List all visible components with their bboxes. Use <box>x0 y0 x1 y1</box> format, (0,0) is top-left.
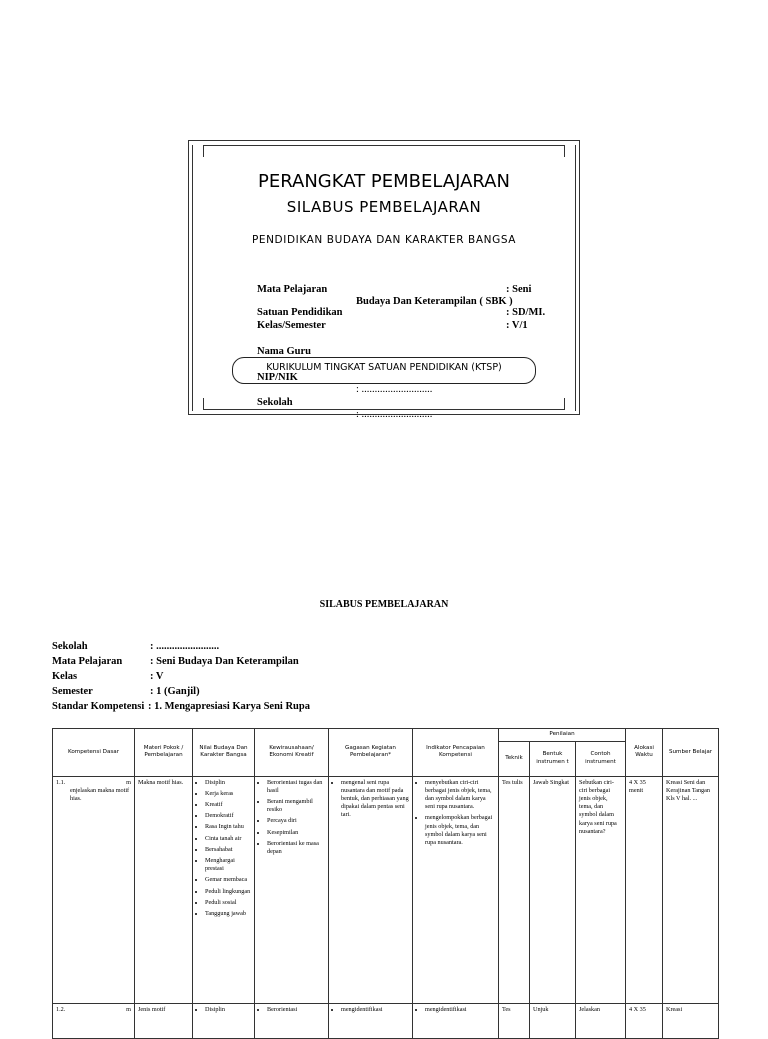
kd-number: 1.1. <box>56 778 66 786</box>
syllabus-title: SILABUS PEMBELAJARAN <box>319 599 449 610</box>
cell-indikator <box>413 1003 499 1038</box>
list-item: • Peduli lingkungan <box>205 888 251 896</box>
guru-label: Nama Guru <box>257 346 311 357</box>
cell-bentuk: Unjuk <box>530 1003 576 1038</box>
list-item: • Bersahabat <box>205 846 251 854</box>
list-item: • mengelompokkan berbagai jenis objek, tema, dan symbol dalam karya seni rupa nusantara. <box>425 814 495 847</box>
list-item: • Disiplin <box>205 779 251 787</box>
cover-program: PENDIDIKAN BUDAYA DAN KARAKTER BANGSA <box>251 234 517 246</box>
list-item: • Gemar membaca <box>205 876 251 884</box>
cell-kd <box>53 1003 135 1038</box>
cell-teknik: Tes tulis <box>499 776 530 1003</box>
frame-tick-bl <box>203 398 204 410</box>
list-item: • Percaya diri <box>267 817 325 825</box>
cell-nilai <box>193 1003 255 1038</box>
meta-sk-label: Standar Kompetensi <box>52 701 145 712</box>
table-row <box>53 1003 719 1038</box>
mapel-value-cont: Budaya Dan Keterampilan ( SBK ) <box>356 296 513 307</box>
list-item: • Peduli sosial <box>205 899 251 907</box>
sekolah-label: Sekolah <box>257 397 293 408</box>
list-item: • Disiplin <box>205 1006 251 1014</box>
frame-line-top <box>203 145 565 146</box>
cell-kegiatan <box>329 1003 413 1038</box>
header-teknik: Teknik <box>499 741 530 776</box>
cover-subtitle: SILABUS PEMBELAJARAN <box>286 198 482 216</box>
cell-materi: Jenis motif <box>135 1003 193 1038</box>
kd-m: m <box>126 778 131 786</box>
list-item: • Kesepimilan <box>267 829 325 837</box>
meta-sk-value: : 1. Mengapresiasi Karya Seni Rupa <box>148 701 310 712</box>
list-item: • Kerja keras <box>205 790 251 798</box>
table-header-row <box>53 729 719 742</box>
header-contoh: Contoh instrument <box>576 741 626 776</box>
frame-tick-tr <box>564 145 565 157</box>
meta-mapel-label: Mata Pelajaran <box>52 656 123 667</box>
cell-teknik: Tes <box>499 1003 530 1038</box>
curriculum-text: KURIKULUM TINGKAT SATUAN PENDIDIKAN (KTSP) <box>266 362 502 373</box>
cell-kd <box>53 776 135 1003</box>
meta-semester-value: : 1 (Ganjil) <box>150 686 200 697</box>
cell-materi: Makna motif hias. <box>135 776 193 1003</box>
list-item: • Berorientasi <box>267 1006 325 1014</box>
sekolah-value: : ........................... <box>356 409 433 420</box>
cell-contoh: Jelaskan <box>576 1003 626 1038</box>
cell-alokasi: 4 X 35 menit <box>626 776 663 1003</box>
header-nilai: Nilai Budaya Dan Karakter Bangsa <box>193 729 255 777</box>
meta-semester-label: Semester <box>52 686 93 697</box>
cell-kewirausahaan <box>255 776 329 1003</box>
header-kd: Kompetensi Dasar <box>53 729 135 777</box>
list-item: • Kreatif <box>205 801 251 809</box>
mapel-label: Mata Pelajaran <box>257 284 328 295</box>
cell-alokasi: 4 X 35 <box>626 1003 663 1038</box>
header-kewirausahaan: Kewirausahaan/ Ekonomi Kreatif <box>255 729 329 777</box>
header-alokasi: Alokasi Waktu <box>626 729 663 777</box>
header-kegiatan: Gagasan Kegiatan Pembelajaran* <box>329 729 413 777</box>
list-item: • Cinta tanah air <box>205 835 251 843</box>
nip-value: : ........................... <box>356 384 433 395</box>
list-item: • mengenal seni rupa nusantara dan motif pada bentuk, dan perhiasan yang dipakai dalam pentas seni tari. <box>341 779 409 820</box>
mapel-value: : Seni <box>506 284 532 295</box>
kelas-value: : V/1 <box>506 320 528 331</box>
syllabus-table <box>52 728 719 1039</box>
cell-nilai <box>193 776 255 1003</box>
header-sumber: Sumber Belajar <box>663 729 719 777</box>
list-item: • mengidentifikasi <box>341 1006 409 1014</box>
meta-kelas-value: : V <box>150 671 164 682</box>
table-row <box>53 776 719 1003</box>
nip-label: NIP/NIK <box>257 372 298 383</box>
cell-indikator <box>413 776 499 1003</box>
list-item: • Berorientasi tugas dan hasil <box>267 779 325 795</box>
list-item: • mengidentifikasi <box>425 1006 495 1014</box>
cell-contoh: Sebutkan ciri-ciri berbagai jenis objek, tema, dan symbol dalam karya seni rupa nusantara? <box>576 776 626 1003</box>
cell-bentuk: Jawab Singkat <box>530 776 576 1003</box>
cell-sumber: Kreasi <box>663 1003 719 1038</box>
cell-kewirausahaan <box>255 1003 329 1038</box>
kd-text: enjelaskan makna motif hias. <box>70 786 130 802</box>
cover-title: PERANGKAT PEMBELAJARAN <box>258 171 510 192</box>
list-item: • Berani mengambil resiko <box>267 798 325 814</box>
list-item: • menyebutkan ciri-ciri berbagai jenis objek, tema, dan symbol dalam karya seni rupa nusantara. <box>425 779 495 812</box>
meta-kelas-label: Kelas <box>52 671 78 682</box>
meta-sekolah-label: Sekolah <box>52 641 88 652</box>
list-item: • Berorientasi ke masa depan <box>267 840 325 856</box>
header-penilaian: Penilaian <box>499 729 626 742</box>
list-item: • Demokratif <box>205 812 251 820</box>
header-materi: Materi Pokok / Pembelajaran <box>135 729 193 777</box>
list-item: • Rasa Ingin tahu <box>205 823 251 831</box>
satuan-value: : SD/MI. <box>506 307 546 318</box>
frame-tick-br <box>564 398 565 410</box>
header-indikator: Indikator Pencapaian Kompetensi <box>413 729 499 777</box>
kd-number: 1.2. <box>56 1005 66 1013</box>
frame-tick-tl <box>203 145 204 157</box>
list-item: • Menghargai prestasi <box>205 857 251 873</box>
list-item: • Tanggung jawab <box>205 910 251 918</box>
meta-mapel-value: : Seni Budaya Dan Keterampilan <box>150 656 299 667</box>
satuan-label: Satuan Pendidikan <box>257 307 343 318</box>
header-bentuk: Bentuk instrumen t <box>530 741 576 776</box>
meta-sekolah-value: : ........................ <box>150 641 220 652</box>
kd-m: m <box>126 1005 131 1013</box>
kelas-label: Kelas/Semester <box>257 320 326 331</box>
cell-kegiatan <box>329 776 413 1003</box>
cell-sumber: Kreasi Seni dan Kerajinan Tangan Kls V hal. ... <box>663 776 719 1003</box>
